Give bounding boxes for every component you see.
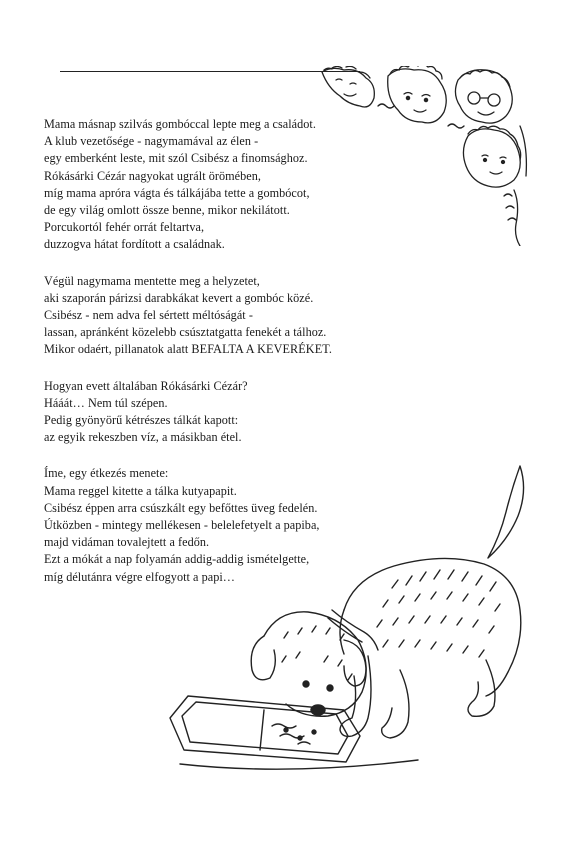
stanza-2: [44, 273, 464, 359]
text-line: Ezt a mókát a nap folyamán addig-addig ismételgette,: [44, 552, 310, 567]
text-line: míg délutánra végre elfogyott a papi…: [44, 569, 236, 584]
text-line: de egy világ omlott össze benne, mikor nekilátott.: [44, 203, 290, 218]
top-divider-line: [60, 71, 360, 72]
text-line: egy emberként leste, mit szól Csibész a finomsághoz.: [44, 151, 308, 166]
text-line-emphasis: [44, 341, 464, 358]
text-line: majd vidáman tovalejtett a fedőn.: [44, 535, 210, 550]
text-line-prefix: Mikor odaért, pillanatok alatt: [44, 342, 192, 357]
text-line: Hááát… Nem túl szépen.: [44, 395, 168, 410]
text-line: Csibész éppen arra csúszkált egy befőttes üveg fedelén.: [44, 500, 318, 515]
puppy-eating-from-bowl-illustration: [168, 460, 540, 778]
text-line: duzzogva hátat fordított a családnak.: [44, 237, 225, 252]
text-line: Útközben - mintegy mellékesen - belelefetyelt a papiba,: [44, 518, 320, 533]
text-line: Pedig gyönyörű kétrészes tálkát kapott:: [44, 413, 239, 428]
text-line: az egyik rekeszben víz, a másikban étel.: [44, 430, 242, 445]
text-line: Íme, egy étkezés menete:: [44, 466, 169, 481]
stanza-1: [44, 116, 464, 254]
text-line: Hogyan evett általában Rókásárki Cézár?: [44, 378, 248, 393]
stanza-3: [44, 378, 464, 447]
text-line: A klub vezetősége - nagymamával az élen -: [44, 134, 259, 149]
text-line: Porcukortól fehér orrát feltartva,: [44, 220, 205, 235]
text-line: Mama reggel kitette a tálka kutyapapit.: [44, 483, 237, 498]
text-line: lassan, apránként közelebb csúsztatgatta fenekét a tálhoz.: [44, 325, 327, 340]
text-line: míg mama apróra vágta és tálkájába tette a gombócot,: [44, 185, 310, 200]
text-line: aki szaporán párizsi darabkákat kevert a gombóc közé.: [44, 290, 314, 305]
text-line: Végül nagymama mentette meg a helyzetet,: [44, 273, 260, 288]
caps-emphasis: BEFALTA A KEVERÉKET.: [191, 342, 333, 357]
text-line: Csibész - nem adva fel sértett méltóságát -: [44, 308, 253, 323]
text-line: Rókásárki Cézár nagyokat ugrált örömében,: [44, 168, 261, 183]
text-line: Mama másnap szilvás gombóccal lepte meg a családot.: [44, 117, 316, 131]
